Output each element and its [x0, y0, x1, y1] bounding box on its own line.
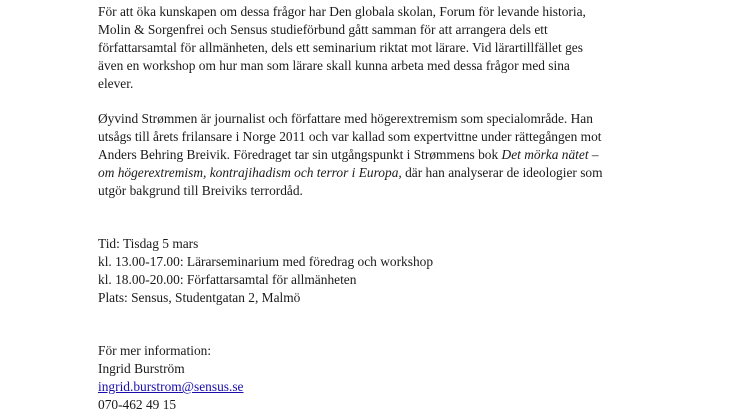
book-title-part-2: om högerextremism, kontrajihadism och terror i Europa,	[98, 165, 402, 180]
book-title-part-1: Det mörka nätet –	[501, 147, 599, 162]
paragraph-spacer	[98, 93, 698, 110]
speaker-paragraph	[98, 110, 698, 200]
section-spacer-2	[98, 307, 698, 342]
contact-email-link[interactable]: ingrid.burstrom@sensus.se	[98, 379, 244, 394]
intro-line-5: elever.	[98, 76, 134, 91]
event-seminar-time: kl. 13.00-17.00: Lärarseminarium med föredrag och workshop	[98, 254, 434, 269]
intro-paragraph	[98, 3, 698, 93]
intro-line-4: även en workshop om hur man som lärare skall kunna arbeta med dessa frågor med sina	[98, 58, 570, 73]
event-details	[98, 235, 698, 307]
speaker-line-2: utsågs till årets frilansare i Norge 2011 och var kallad som expertvittne under rättegången mot	[98, 129, 602, 144]
event-date: Tid: Tisdag 5 mars	[98, 236, 199, 251]
contact-heading: För mer information:	[98, 343, 212, 358]
speaker-line-4	[98, 164, 698, 182]
speaker-line-1: Øyvind Strømmen är journalist och författare med högerextremism som specialområde. Han	[98, 111, 593, 126]
contact-name: Ingrid Burström	[98, 361, 185, 376]
speaker-line-3-text: Anders Behring Breivik. Föredraget tar sin utgångspunkt i Strømmens bok	[98, 147, 502, 162]
contact-phone: 070-462 49 15	[98, 397, 177, 412]
event-place: Plats: Sensus, Studentgatan 2, Malmö	[98, 290, 301, 305]
intro-line-3: författarsamtal för allmänheten, dels ett seminarium riktat mot lärare. Vid lärartillfället ges	[98, 40, 583, 55]
section-spacer	[98, 200, 698, 235]
contact-email-line	[98, 378, 698, 396]
contact-info	[98, 342, 698, 414]
speaker-line-3	[98, 146, 698, 164]
speaker-line-5: utgör bakgrund till Breiviks terrordåd.	[98, 183, 303, 198]
speaker-line-4-text: där han analyserar de ideologier som	[401, 165, 603, 180]
document-body	[98, 3, 698, 414]
intro-line-1: För att öka kunskapen om dessa frågor har Den globala skolan, Forum för levande historia,	[98, 4, 586, 19]
intro-line-2: Molin & Sorgenfrei och Sensus studieförbund gått samman för att arrangera dels ett	[98, 22, 548, 37]
event-talk-time: kl. 18.00-20.00: Författarsamtal för allmänheten	[98, 272, 357, 287]
